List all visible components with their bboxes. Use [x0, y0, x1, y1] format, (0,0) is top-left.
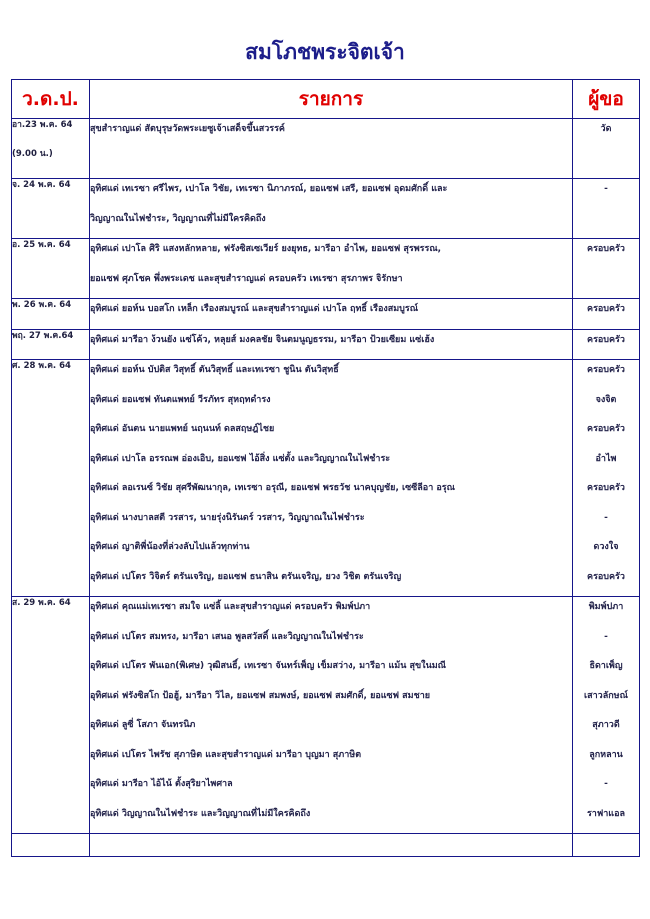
date-cell	[12, 329, 90, 360]
header-date: ว.ด.ป.	[12, 80, 90, 119]
table-row	[12, 119, 640, 179]
empty-row	[12, 834, 640, 857]
requester-text: จงจิต	[595, 394, 617, 405]
requester-text: ครอบครัว	[587, 571, 625, 582]
date-text: พ. 26 พ.ค. 64	[12, 300, 72, 310]
date-cell	[12, 597, 90, 834]
items-cell	[90, 119, 573, 179]
item-line: ยอแซฟ ศุภโชค พึ่งพระเดช และสุขสำราญแด่ ครอบครัว เทเรซา สุรภาพร จิรักษา	[90, 273, 403, 284]
date-text: อา.23 พ.ค. 64	[12, 120, 73, 130]
requester-text: ครอบครัว	[587, 304, 625, 314]
requester-cell	[573, 119, 640, 179]
item-line: อุทิศแด่ เทเรซา ศรีไพร, เปาโล วิชัย, เทเรซา นิภาภรณ์, ยอแซฟ เสรี, ยอแซฟ อุดมศักดิ์ และ	[90, 184, 448, 194]
requester-text: ลูกหลาน	[589, 749, 623, 760]
item-line: อุทิศแด่ มารีอา ง้วนยัง แซ่โค้ว, หลุยส์ มงคลชัย จินตมนูญธรรม, มารีอา ป้วยเซียม แซ่เฮ้ง	[90, 334, 435, 345]
requester-cell	[573, 179, 640, 239]
item-line: อุทิศแด่ นางบาลสตี วรสาร, นายรุ่งนิรันดร์ วรสาร, วิญญาณในไฟชำระ	[90, 512, 365, 523]
item-line: อุทิศแด่ ยอห์น บอสโก เหล็ก เรืองสมบูรณ์ และสุขสำราญแด่ เปาโล ฤทธิ์ เรืองสมบูรณ์	[90, 304, 419, 314]
item-line: อุทิศแด่ เปาโล อรรณพ อ่องเอิบ, ยอแซฟ ไอ้สิ่ง แซ่ตั้ง และวิญญาณในไฟชำระ	[90, 453, 391, 464]
items-cell	[90, 179, 573, 239]
item-line: อุทิศแด่ เปโตร สมทรง, มารีอา เสนอ พูลสวัสดิ์ และวิญญาณในไฟชำระ	[90, 631, 364, 642]
table-row	[12, 597, 640, 834]
requester-text: อำไพ	[595, 453, 617, 464]
date-text: ศ. 28 พ.ค. 64	[12, 361, 71, 371]
item-line: อุทิศแด่ มารีอา ไอ้ไน้ ตั้งสุริยาไพศาล	[90, 779, 233, 789]
table-body	[12, 119, 640, 857]
table-row	[12, 299, 640, 330]
empty-cell	[90, 834, 573, 857]
table-header-row	[12, 80, 640, 119]
item-line: อุทิศแด่ วิญญาณในไฟชำระ และวิญญาณที่ไม่มีใครคิดถึง	[90, 808, 311, 819]
requester-text: ธิดาเพ็ญ	[589, 661, 623, 671]
item-line: อุทิศแด่ ยอแซฟ ทันตแพทย์ วีรภัทร สุหฤทดำรง	[90, 394, 271, 405]
requester-text: ครอบครัว	[587, 483, 625, 493]
empty-cell	[573, 834, 640, 857]
requester-text: วัด	[600, 124, 612, 134]
item-line: อุทิศแด่ ฟรังซิสโก ป้อฮู้, มารีอา วิไล, ยอแซฟ สมพงษ์, ยอแซฟ สมศักดิ์, ยอแซฟ สมชาย	[90, 690, 431, 701]
item-line: อุทิศแด่ เปโตร วิจิตร์ ตรันเจริญ, ยอแซฟ ธนาสิน ตรันเจริญ, ยวง วิชิต ตรันเจริญ	[90, 571, 402, 582]
table-row	[12, 360, 640, 597]
item-line: อุทิศแด่ ลูซี่ โสภา จันทรนิภ	[90, 720, 196, 730]
requester-text: -	[604, 184, 608, 194]
item-line: อุทิศแด่ ยอห์น บัปติส วิสุทธิ์ ตันวิสุทธิ์ และเทเรซา ชูนิน ตันวิสุทธิ์	[90, 365, 339, 375]
item-line: อุทิศแด่ เปาโล ศิริ แสงหลักหลาย, ฟรังซิสเซเวียร์ ยงยุทธ, มารีอา อำไพ, ยอแซฟ สุรพรรณ,	[90, 244, 442, 254]
item-line: วิญญาณในไฟชำระ, วิญญาณที่ไม่มีใครคิดถึง	[90, 213, 266, 224]
item-line-spacer	[90, 149, 572, 179]
item-line: อุทิศแด่ เปโตร พันเอก(พิเศษ) วุฒิสนธิ์, เทเรซา จันทร์เพ็ญ เข็มสว่าง, มารีอา แม้น สุขในมณี	[90, 661, 447, 671]
requester-text: -	[604, 631, 608, 642]
requester-cell	[573, 299, 640, 330]
items-cell	[90, 239, 573, 299]
table-row	[12, 179, 640, 239]
requester-cell	[573, 597, 640, 834]
requester-text: ครอบครัว	[587, 424, 625, 434]
date-text: (9.00 น.)	[12, 149, 53, 159]
date-cell	[12, 119, 90, 179]
requester-text: -	[604, 512, 608, 523]
date-cell	[12, 299, 90, 330]
date-cell	[12, 179, 90, 239]
item-line: อุทิศแด่ เปโตร ไพรัช สุภาษิต และสุขสำราญแด่ มารีอา บุญมา สุภาษิต	[90, 749, 362, 760]
item-line: สุขสำราญแด่ สัตบุรุษวัดพระเยซูเจ้าเสด็จขึ้นสวรรค์	[90, 124, 285, 134]
requester-text: ราฟาแอล	[586, 808, 626, 819]
requester-cell	[573, 329, 640, 360]
requester-text: เสาวลักษณ์	[584, 690, 628, 701]
requester-cell	[573, 239, 640, 299]
items-cell	[90, 360, 573, 597]
requester-cell	[573, 360, 640, 597]
requester-text: -	[604, 779, 608, 789]
empty-cell	[12, 834, 90, 857]
date-cell	[12, 360, 90, 597]
requester-text: สุภาวดี	[592, 720, 620, 730]
date-cell	[12, 239, 90, 299]
requester-text: ดวงใจ	[593, 542, 619, 552]
item-line: อุทิศแด่ ลอเรนซ์ วิชัย สุศรีพัฒนากุล, เทเรซา อรุณี, ยอแซฟ พรธวัช นาคบุญชัย, เซซีลีอา อรุณ	[90, 483, 455, 493]
table-row	[12, 329, 640, 360]
date-text: จ. 24 พ.ค. 64	[12, 180, 71, 190]
mass-intention-table	[11, 79, 640, 857]
requester-text: ครอบครัว	[587, 334, 625, 345]
items-cell	[90, 329, 573, 360]
page-title: สมโภชพระจิตเจ้า	[245, 40, 405, 64]
date-text: ส. 29 พ.ค. 64	[12, 598, 71, 608]
requester-text: พิมพ์ปภา	[588, 602, 624, 612]
header-requester: ผู้ขอ	[573, 80, 640, 119]
date-text: อ. 25 พ.ค. 64	[12, 240, 71, 250]
requester-text: ครอบครัว	[587, 244, 625, 254]
item-line: อุทิศแด่ อันตน นายแพทย์ นฤนนท์ ดลสฤษฎ์ไชย	[90, 424, 275, 434]
date-text: พฤ. 27 พ.ค.64	[12, 330, 74, 341]
table-row	[12, 239, 640, 299]
items-cell	[90, 597, 573, 834]
item-line: อุทิศแด่ ญาติพี่น้องที่ล่วงลับไปแล้วทุกท่าน	[90, 542, 250, 552]
items-cell	[90, 299, 573, 330]
requester-text: ครอบครัว	[587, 365, 625, 375]
item-line: อุทิศแด่ คุณแม่เทเรซา สมใจ แซ่ลิ้ และสุขสำราญแด่ ครอบครัว พิมพ์ปภา	[90, 602, 371, 612]
header-items: รายการ	[90, 80, 573, 119]
